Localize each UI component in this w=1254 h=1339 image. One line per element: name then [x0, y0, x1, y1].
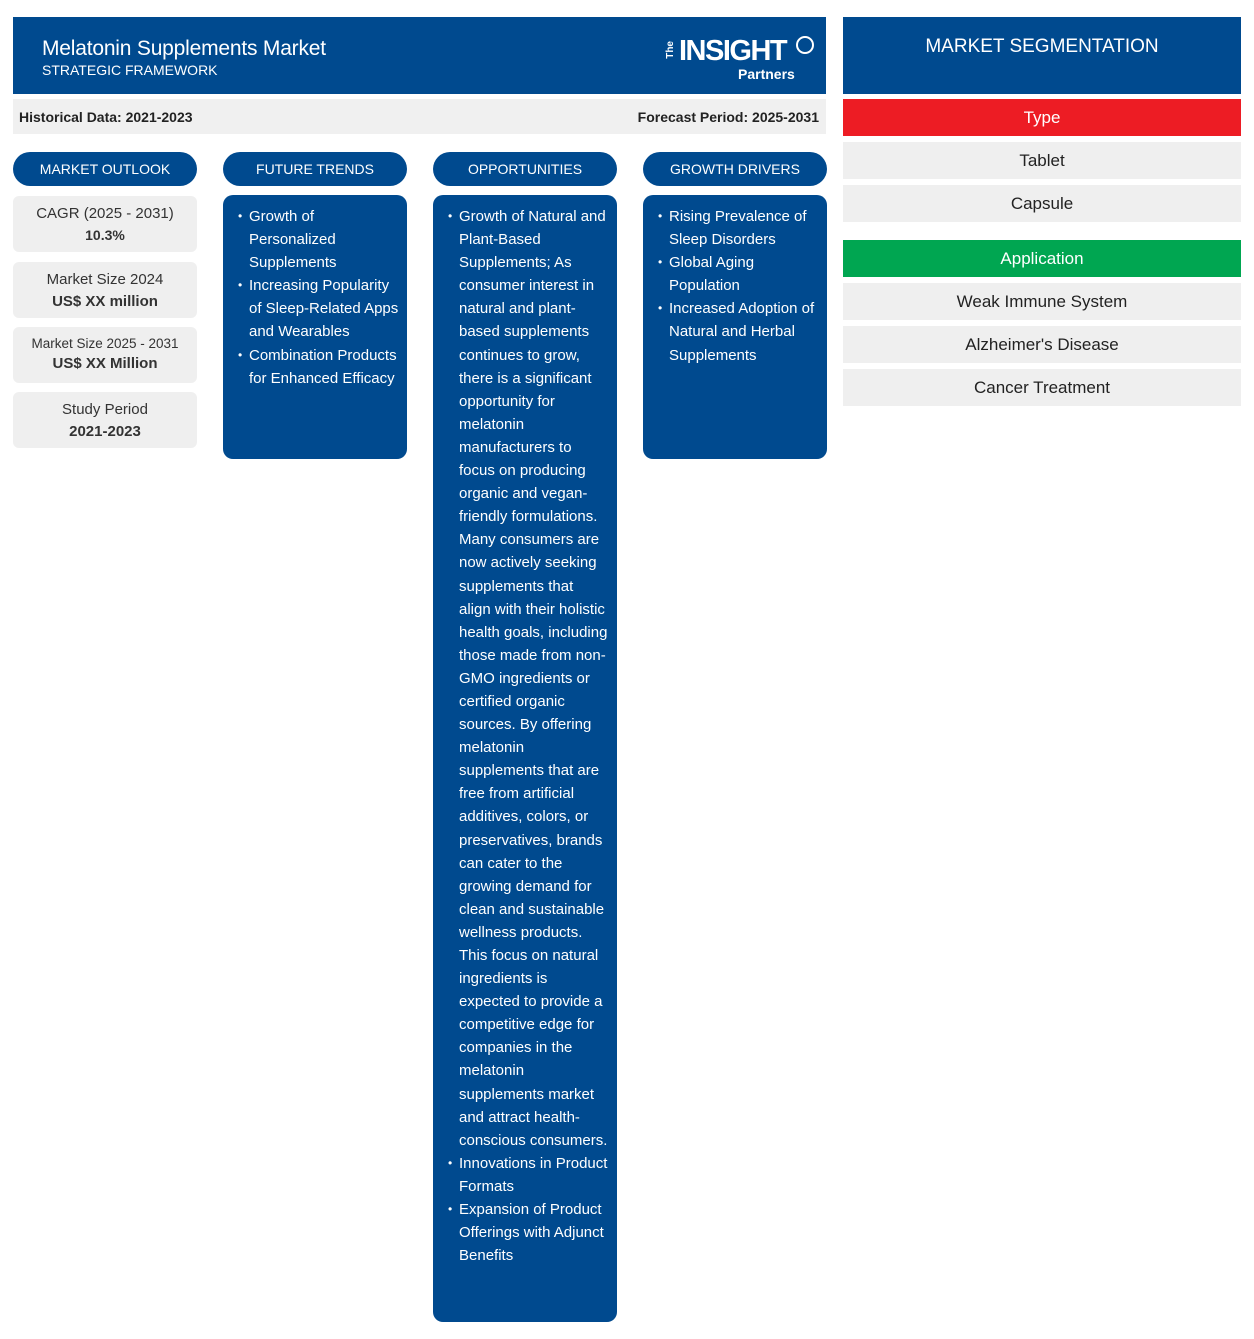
- cagr-label: CAGR (2025 - 2031): [36, 205, 174, 222]
- future-trend-item: • Growth of Personalized Supplements: [229, 205, 399, 274]
- market-size-forecast-label: Market Size 2025 - 2031: [31, 336, 179, 351]
- logo-insight-text: INSIGHT: [679, 35, 787, 67]
- future-trend-item: • Combination Products for Enhanced Efficacy: [229, 344, 399, 390]
- page-title: Melatonin Supplements Market: [42, 37, 326, 60]
- page-subtitle: STRATEGIC FRAMEWORK: [42, 62, 218, 78]
- growth-driver-item: • Global Aging Population: [649, 251, 819, 297]
- segment-type-header: Type: [843, 99, 1241, 136]
- segment-item-weak-immune-system: Weak Immune System: [843, 283, 1241, 320]
- market-size-forecast-box: [13, 327, 197, 383]
- opportunity-item: • Innovations in Product Formats: [439, 1152, 609, 1198]
- growth-driver-item: • Increased Adoption of Natural and Herbal Supplements: [649, 297, 819, 366]
- future-trend-item: • Increasing Popularity of Sleep-Related Apps and Wearables: [229, 274, 399, 343]
- market-size-2024-label: Market Size 2024: [46, 271, 164, 288]
- market-outlook-pill: MARKET OUTLOOK: [13, 152, 197, 186]
- opportunity-item: • Expansion of Product Offerings with Adjunct Benefits: [439, 1198, 609, 1267]
- market-segmentation-header: MARKET SEGMENTATION: [843, 17, 1241, 94]
- header-banner: [13, 17, 826, 94]
- opportunity-item: • Growth of Natural and Plant-Based Supplements; As consumer interest in natural and plant-based supplements continues to grow, there is a significant opportunity for melatonin manufacturers to focus on producing organic and vegan-friendly formulations. Many consumers are now actively seeking supplements that align with their holistic health goals, including those made from non-GMO ingredients or certified organic sources. By offering melatonin supplements that are free from artificial additives, colors, or preservatives, brands can cater to the growing demand for clean and sustainable wellness products. This focus on natural ingredients is expected to provide a competitive edge for companies in the melatonin supplements market and attract health-conscious consumers.: [439, 205, 609, 1152]
- cagr-box: [13, 196, 197, 252]
- segment-application-header: Application: [843, 240, 1241, 277]
- study-period-label: Study Period: [62, 401, 148, 418]
- segment-item-capsule: Capsule: [843, 185, 1241, 222]
- future-trends-panel: [223, 195, 407, 459]
- growth-drivers-pill: GROWTH DRIVERS: [643, 152, 827, 186]
- logo-swoosh-icon: [793, 35, 817, 59]
- period-bar: [13, 99, 826, 134]
- opportunities-pill: OPPORTUNITIES: [433, 152, 617, 186]
- cagr-value: 10.3%: [85, 227, 125, 243]
- study-period-value: 2021-2023: [69, 423, 141, 440]
- segment-item-cancer-treatment: Cancer Treatment: [843, 369, 1241, 406]
- insight-partners-logo: [665, 35, 815, 83]
- logo-partners-text: Partners: [738, 66, 795, 82]
- opportunities-panel: [433, 195, 617, 1322]
- growth-drivers-panel: [643, 195, 827, 459]
- market-size-2024-box: [13, 262, 197, 318]
- market-size-forecast-value: US$ XX Million: [52, 355, 158, 372]
- market-size-2024-value: US$ XX million: [52, 293, 158, 310]
- logo-the-text: The: [665, 41, 676, 59]
- future-trends-pill: FUTURE TRENDS: [223, 152, 407, 186]
- study-period-box: [13, 392, 197, 448]
- segment-item-tablet: Tablet: [843, 142, 1241, 179]
- growth-driver-item: • Rising Prevalence of Sleep Disorders: [649, 205, 819, 251]
- segment-item-alzheimers-disease: Alzheimer's Disease: [843, 326, 1241, 363]
- forecast-period-label: Forecast Period: 2025-2031: [637, 109, 819, 125]
- historical-data-label: Historical Data: 2021-2023: [19, 109, 193, 125]
